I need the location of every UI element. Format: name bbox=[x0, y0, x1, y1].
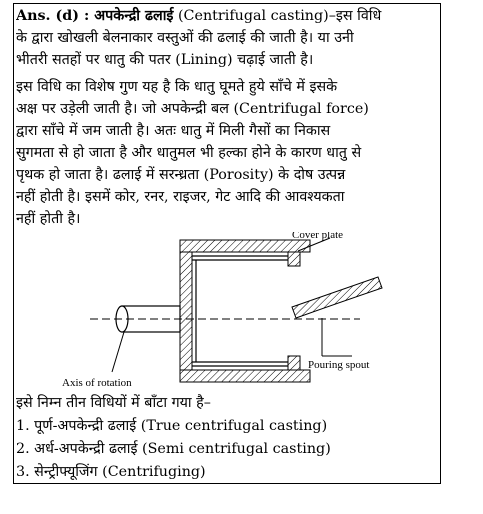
body-line: नहीं होती है। इसमें कोर, रनर, राइजर, गेट आदि की आवश्यकता bbox=[16, 189, 345, 205]
intro-line-1 bbox=[16, 5, 440, 27]
body-line: पृथक हो जाता है। ढलाई में सरन्ध्रता (Porosity) के दोष उत्पन्न bbox=[16, 167, 346, 183]
pouring-spout bbox=[292, 277, 382, 318]
intro-text-1: इस विधि bbox=[335, 8, 382, 24]
body-paragraph bbox=[16, 76, 440, 230]
answer-heading-en: (Centrifugal casting)– bbox=[173, 8, 336, 24]
list-item: 2. अर्ध-अपकेन्द्री ढलाई (Semi centrifugal casting) bbox=[16, 441, 331, 457]
drive-shaft bbox=[116, 306, 180, 332]
answer-heading: अपकेन्द्री ढलाई bbox=[94, 8, 174, 24]
answer-prefix: Ans. (d) : bbox=[16, 8, 95, 24]
intro-line-2: के द्वारा खोखली बेलनाकार वस्तुओं की ढलाई की जाती है। या उनी bbox=[16, 30, 354, 46]
pouring-spout-label: Pouring spout bbox=[308, 359, 370, 371]
axis-of-rotation-label: Axis of rotation bbox=[62, 377, 132, 389]
body-line: सुगमता से हो जाता है और धातुमल भी हल्का होने के कारण धातु से bbox=[16, 145, 362, 161]
mould-wall bbox=[180, 240, 310, 382]
cover-plate-label: Cover plate bbox=[292, 232, 344, 241]
centrifugal-casting-diagram bbox=[60, 232, 390, 392]
intro-paragraph bbox=[16, 5, 440, 71]
metal-lining bbox=[192, 256, 288, 366]
body-line: अक्ष पर उड़ेली जाती है। जो अपकेन्द्री बल (Centrifugal force) bbox=[16, 101, 369, 117]
axis-leader bbox=[112, 332, 124, 372]
list-intro: इसे निम्न तीन विधियों में बाँटा गया है– bbox=[16, 395, 211, 411]
list-item: 1. पूर्ण-अपकेन्द्री ढलाई (True centrifugal casting) bbox=[16, 418, 328, 434]
method-list bbox=[16, 392, 440, 484]
body-line: इस विधि का विशेष गुण यह है कि धातु घूमते हुये साँचे में इसके bbox=[16, 79, 338, 95]
intro-line-3: भीतरी सतहों पर धातु की पतर (Lining) चढ़ाई जाती है। bbox=[16, 52, 314, 68]
body-line: नहीं होती है। bbox=[16, 211, 81, 227]
list-item: 3. सेन्ट्रीफ्यूजिंग (Centrifuging) bbox=[16, 464, 206, 480]
body-line: द्वारा साँचे में जम जाती है। अतः धातु में मिली गैसों का निकास bbox=[16, 123, 331, 139]
